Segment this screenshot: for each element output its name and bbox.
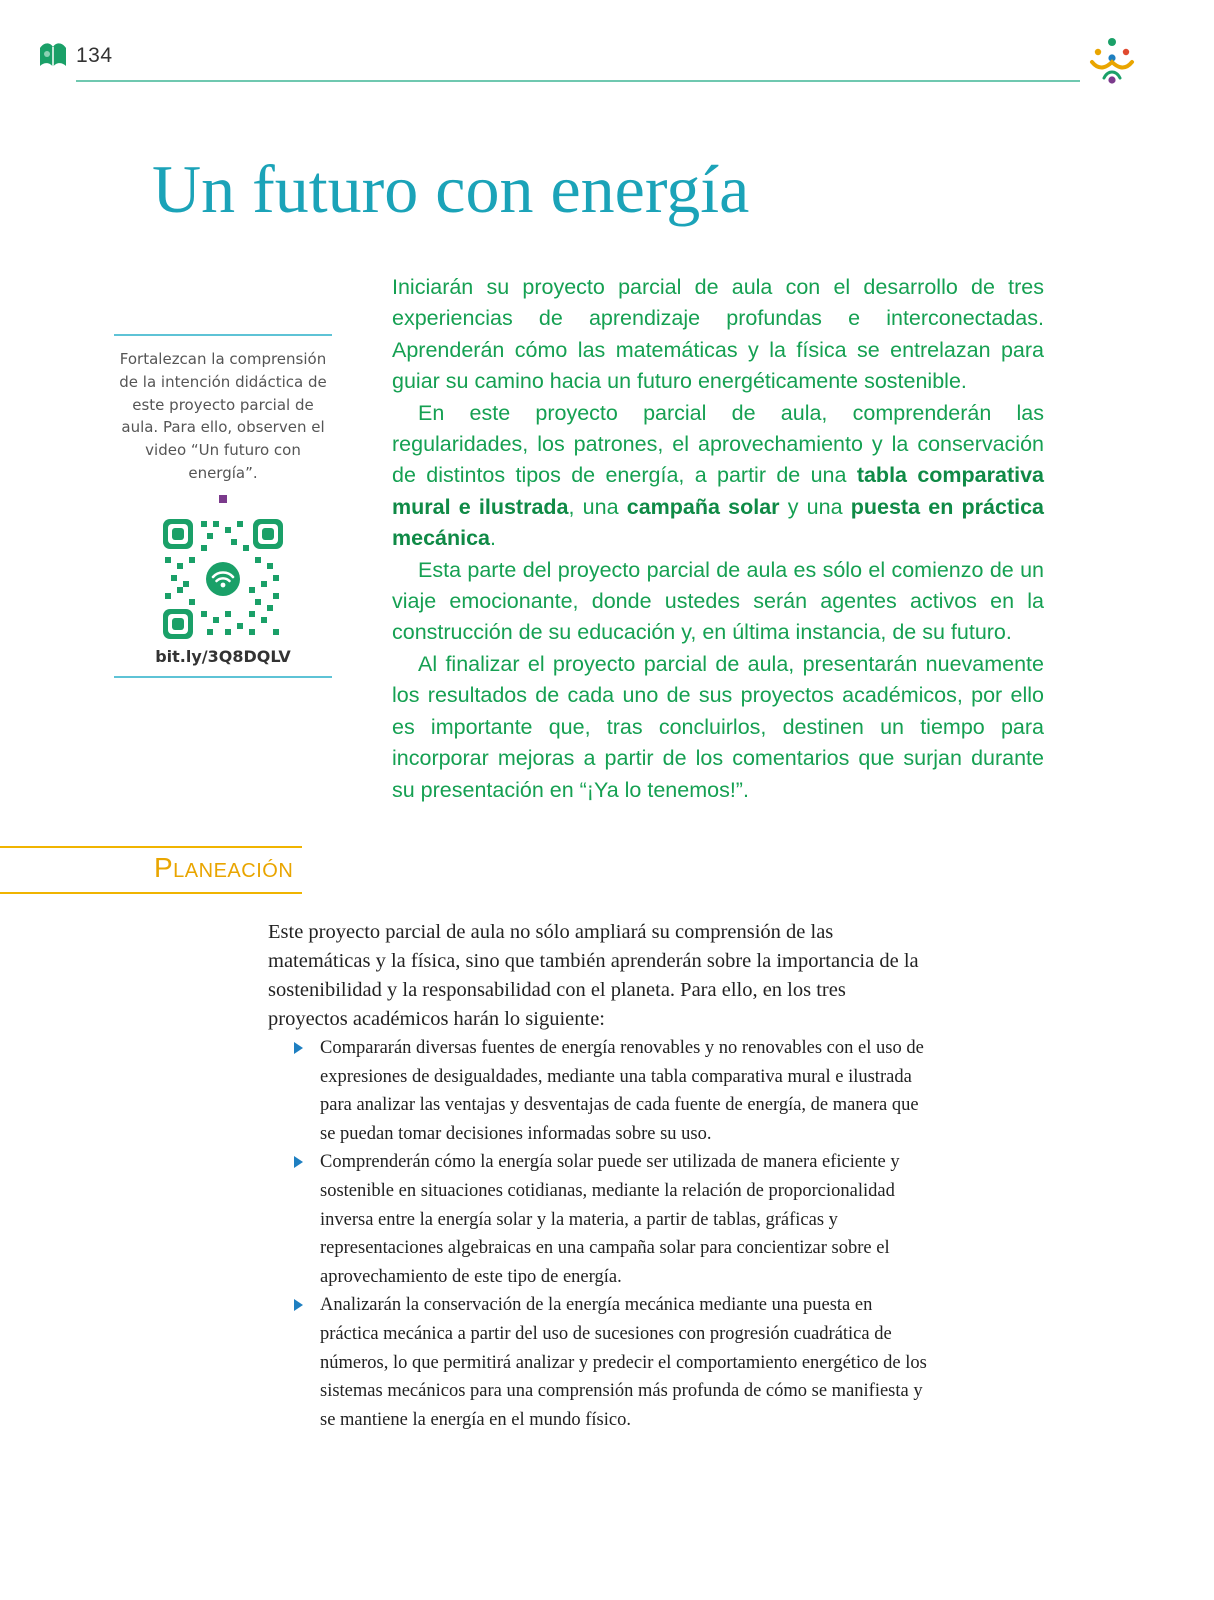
sidebar-rule-bottom: [114, 676, 332, 678]
dancing-figure-logo: [1084, 32, 1140, 88]
planeacion-list: [268, 1034, 928, 1434]
intro-paragraph-1: Iniciarán su proyecto parcial de aula con el desarrollo de tres experiencias de aprendizaje profundas e interconectadas. Aprenderán cómo las matemáticas y la física se entrelazan para guiar su camino hacia un futuro energéticamente sostenible.: [392, 275, 1044, 394]
list-item-text: Analizarán la conservación de la energía mecánica mediante una puesta en práctica mecánica a partir del uso de sucesiones con progresión cuadrática de números, lo que permitirá analizar y predecir el comportamiento energético de los sistemas mecánicos para una comprensión más profunda de cómo se manifiesta y se mantiene la energía en el mundo físico.: [320, 1295, 927, 1430]
header-rule: [76, 80, 1080, 82]
intro-paragraph-3: Esta parte del proyecto parcial de aula es sólo el comienzo de un viaje emocionante, donde ustedes serán agentes activos en la construcción de su educación y, en última instancia, de su futuro.: [392, 557, 1044, 645]
planeacion-body: [268, 918, 928, 1434]
video-link[interactable]: bit.ly/3Q8DQLV: [155, 646, 291, 666]
planeacion-rule-bottom: [0, 892, 302, 894]
list-item: [320, 1148, 928, 1291]
sidebar-bullet: [219, 495, 227, 503]
planeacion-rule-top: [0, 846, 302, 848]
triangle-bullet-icon: [294, 1042, 303, 1054]
sidebar-text: Fortalezcan la comprensión de la intención didáctica de este proyecto parcial de aula. Para ello, observen el video “Un futuro con energía”.: [119, 350, 327, 482]
intro-p2-part-c: , una: [568, 494, 627, 519]
intro-p2-part-a: En este proyecto parcial de aula, comprenderán las regularidades, los patrones, el aprovechamiento y la conservación de distintos tipos de energía, a partir de una: [392, 400, 1044, 488]
list-item-text: Compararán diversas fuentes de energía renovables y no renovables con el uso de expresiones de desigualdades, mediante una tabla comparativa mural e ilustrada para analizar las ventajas y desventajas de cada fuente de energía, de manera que se puedan tomar decisiones informadas sobre su uso.: [320, 1038, 924, 1144]
intro-p2-bold-puesta: puesta en práctica mecánica: [392, 494, 1044, 551]
page-title: Un futuro con energía: [152, 151, 750, 227]
list-item: [320, 1034, 928, 1148]
page-number: 134: [76, 44, 113, 67]
intro-paragraph-2: [392, 398, 1044, 555]
intro-p2-part-e: .: [490, 526, 496, 551]
sidebar-rule-top: [114, 334, 332, 336]
intro-paragraph-4: Al finalizar el proyecto parcial de aula, presentarán nuevamente los resultados de cada uno de sus proyectos académicos, por ello es importante que, tras concluirlos, destinen un tiempo para incorporar mejoras a partir de los comentarios que surjan durante su presentación en “¡Ya lo tenemos!”.: [392, 651, 1044, 802]
leaf-book-icon: [36, 38, 70, 74]
video-sidebar: [114, 334, 332, 678]
intro-text: [392, 272, 1044, 806]
planeacion-heading: Planeación: [154, 852, 294, 883]
list-item-text: Comprenderán cómo la energía solar puede ser utilizada de manera eficiente y sostenible en situaciones cotidianas, mediante la relación de proporcionalidad inversa entre la energía solar y la materia, a partir de tablas, gráficas y representaciones algebraicas en una campaña solar para concientizar sobre el aprovechamiento de este tipo de energía.: [320, 1152, 900, 1287]
intro-p2-part-d: y una: [779, 494, 851, 519]
intro-p2-bold-tabla: tabla comparativa mural e ilustrada: [392, 463, 1045, 519]
triangle-bullet-icon: [294, 1156, 303, 1168]
planeacion-intro: Este proyecto parcial de aula no sólo ampliará su comprensión de las matemáticas y la física, sino que también aprenderán sobre la importancia de la sostenibilidad y la responsabilidad con el planeta. Para ello, en los tres proyectos académicos harán lo siguiente:: [268, 921, 919, 1030]
triangle-bullet-icon: [294, 1299, 303, 1311]
list-item: [320, 1291, 928, 1434]
intro-p2-bold-campana: campaña solar: [626, 494, 780, 519]
qr-code-icon[interactable]: [161, 517, 285, 641]
